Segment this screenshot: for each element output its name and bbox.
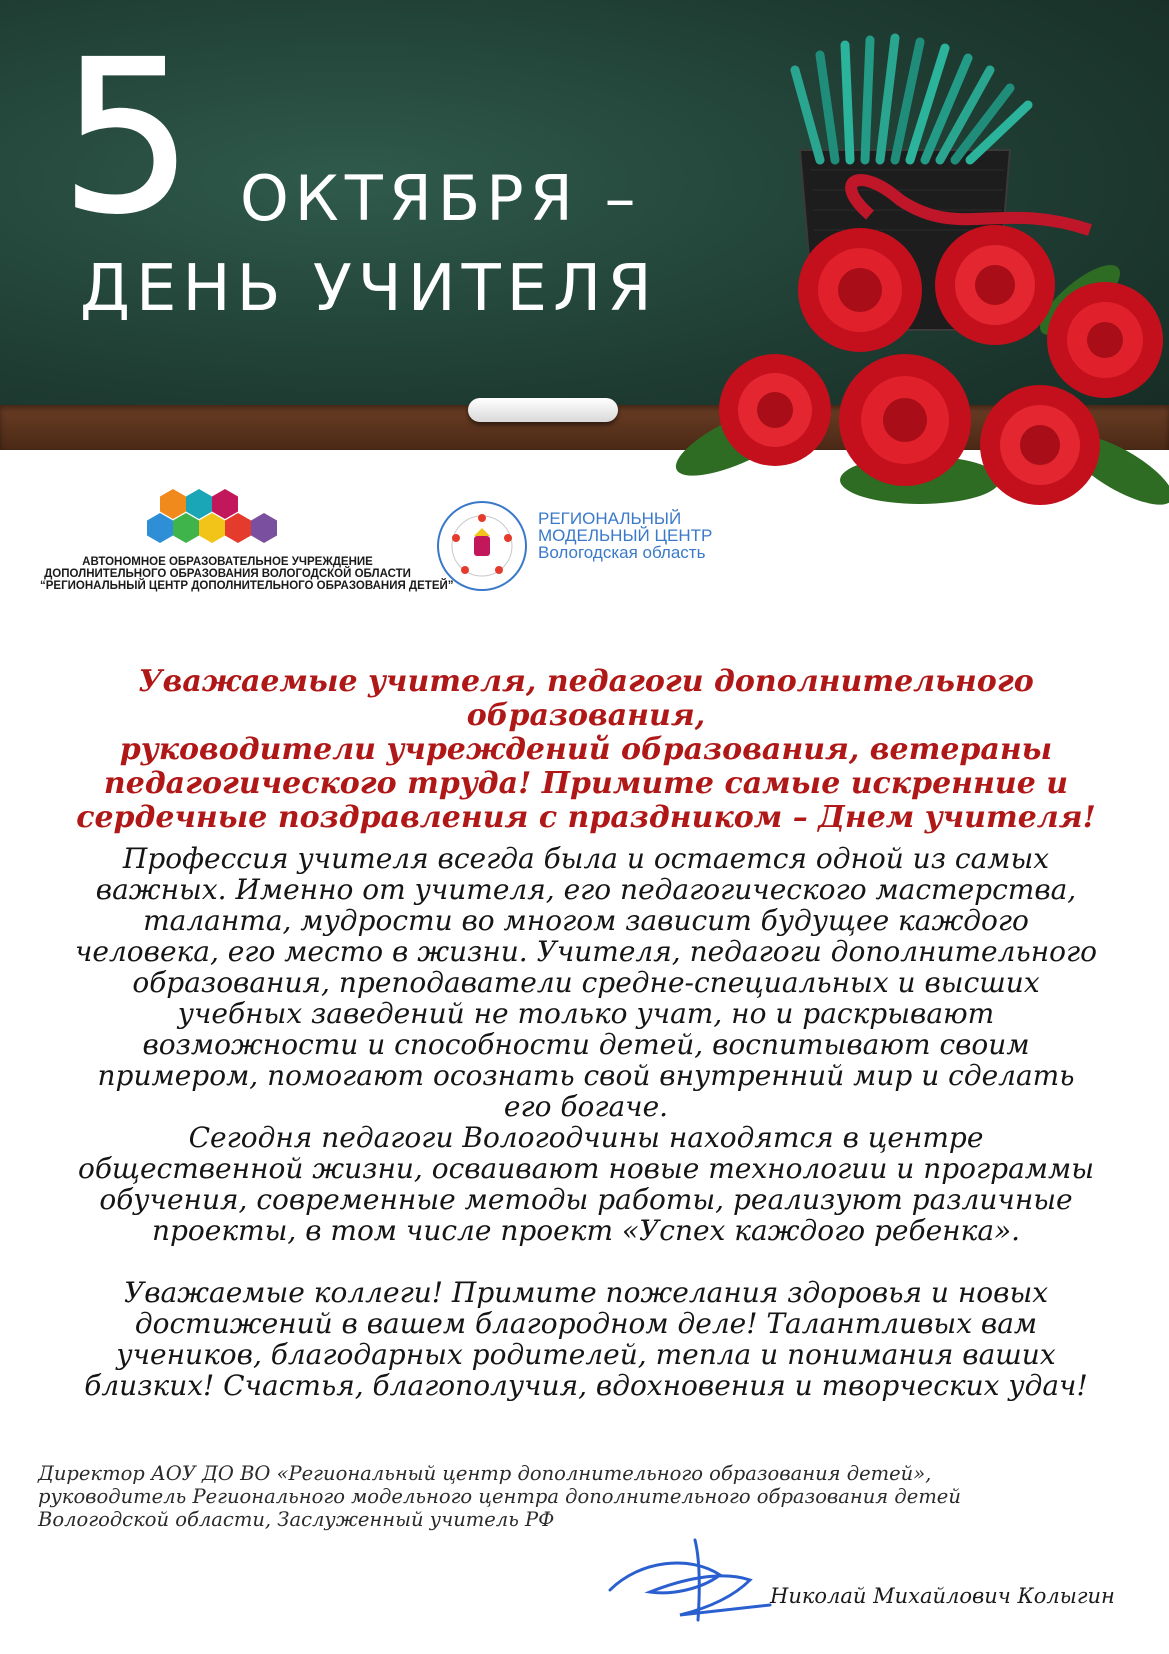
rmc-line3: Вологодская область [538, 543, 706, 562]
body-line: таланта, мудрости во многом зависит будущее каждого [143, 904, 1029, 937]
body-line: проекты, в том числе проект «Успех каждого ребенка». [151, 1214, 1021, 1247]
body-line: общественной жизни, осваивают новые технологии и программы [77, 1152, 1095, 1185]
paragraph-gap [36, 1246, 1136, 1277]
body-line: Уважаемые коллеги! Примите пожелания здоровья и новых [123, 1276, 1049, 1309]
banner-title [0, 0, 760, 400]
body-line: достижений в вашем благородном деле! Талантливых вам [134, 1307, 1038, 1340]
rmc-line1: РЕГИОНАЛЬНЫЙ [538, 509, 682, 528]
heading-line: сердечные поздравления с праздником – Днем учителя! [76, 800, 1096, 835]
logos-row [0, 480, 1169, 620]
org-name-line1: АВТОНОМНОЕ ОБРАЗОВАТЕЛЬНОЕ УЧРЕЖДЕНИЕ [82, 556, 373, 568]
rmc-line2: МОДЕЛЬНЫЙ ЦЕНТР [538, 526, 713, 545]
signature-line2: руководитель Регионального модельного центра дополнительного образования детей [38, 1485, 961, 1508]
body-line: важных. Именно от учителя, его педагогического мастерства, [95, 873, 1077, 906]
handwritten-signature-icon [600, 1520, 780, 1630]
banner-number: 5 [60, 15, 194, 260]
hexagon-tile [160, 489, 186, 519]
body-line: учеников, благодарных родителей, тепла и понимания ваших [116, 1338, 1056, 1371]
signature-line3: Вологодской области, Заслуженный учитель РФ [38, 1508, 555, 1531]
heading-line: руководители учреждений образования, ветераны [119, 732, 1053, 767]
roses-icon [719, 225, 1163, 505]
hexagon-tile [199, 513, 225, 543]
body-line: примером, помогают осознать свой внутренний мир и сделать [97, 1059, 1075, 1092]
body-line: человека, его место в жизни. Учителя, педагоги дополнительного [74, 935, 1098, 968]
heading-line: педагогического труда! Примите самые искренние и [103, 766, 1069, 801]
greeting-heading [36, 665, 1136, 835]
body-line: обучения, современные методы работы, реализуют различные [99, 1183, 1073, 1216]
hexagon-tile [186, 489, 212, 519]
rmc-logo [434, 498, 764, 598]
org-logo [40, 480, 454, 592]
hexagon-tile [251, 513, 277, 543]
org-name-line3: “РЕГИОНАЛЬНЫЙ ЦЕНТР ДОПОЛНИТЕЛЬНОГО ОБРАЗОВАНИЯ ДЕТЕЙ” [40, 580, 454, 592]
body-line: Профессия учителя всегда была и остается одной из самых [122, 842, 1050, 875]
body-line: образования, преподаватели средне-специальных и высших [132, 966, 1040, 999]
hexagon-tile [225, 513, 251, 543]
banner-line1: ОКТЯБРЯ – [240, 162, 642, 235]
hexagon-tile [173, 513, 199, 543]
body-line: Сегодня педагоги Вологодчины находятся в центре [188, 1121, 984, 1154]
body-line: близких! Счастья, благополучия, вдохновения и творческих удач! [84, 1369, 1088, 1402]
body-line: возможности и способности детей, воспитывают своим [142, 1028, 1030, 1061]
signature-title [38, 1462, 1138, 1531]
heading-line: Уважаемые учителя, педагоги дополнительного образования, [138, 664, 1034, 733]
rmc-emblem-icon [434, 498, 530, 594]
greeting-body [36, 843, 1136, 1401]
hexagon-tile [212, 489, 238, 519]
banner-line2: ДЕНЬ УЧИТЕЛЯ [80, 252, 658, 326]
hexagon-tile [147, 513, 173, 543]
body-line: учебных заведений не только учат, но и раскрывают [177, 997, 995, 1030]
body-line: его богаче. [503, 1090, 669, 1123]
pencils-icon [795, 38, 1028, 160]
hexagons-logo-icon [140, 480, 300, 550]
signature-line1: Директор АОУ ДО ВО «Региональный центр дополнительного образования детей», [38, 1462, 932, 1485]
org-name-line2: ДОПОЛНИТЕЛЬНОГО ОБРАЗОВАНИЯ ВОЛОГОДСКОЙ ОБЛАСТИ [44, 568, 411, 580]
signatory-name: Николай Михайлович Колыгин [770, 1584, 1115, 1608]
